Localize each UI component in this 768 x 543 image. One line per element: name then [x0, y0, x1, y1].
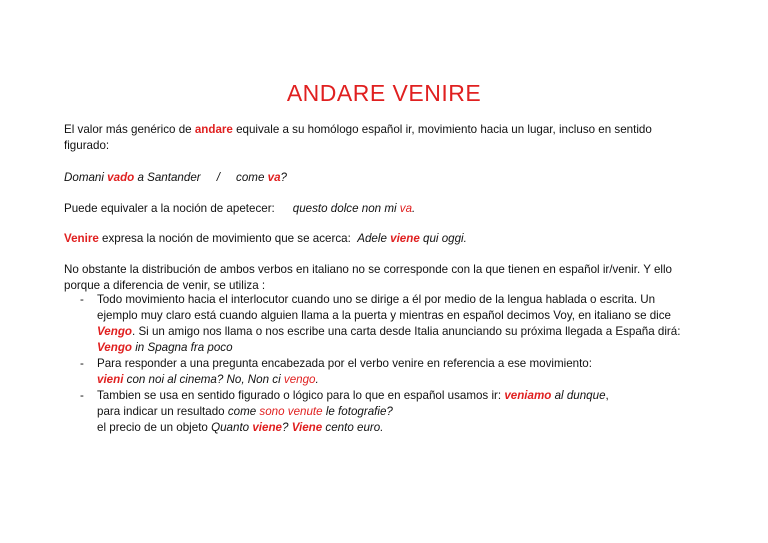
example-text: Quanto [211, 421, 253, 434]
highlight-va: va [399, 202, 413, 215]
text: figurado: [64, 139, 110, 152]
text: ? [282, 421, 292, 434]
list-item [64, 292, 704, 356]
highlight-vieni: vieni [97, 373, 124, 386]
highlight-viene: viene [390, 232, 420, 245]
example-text: le fotografie? [322, 405, 393, 418]
paragraph-distribucion [64, 262, 704, 294]
text: a Santander / come [134, 171, 268, 184]
text: Para responder a una pregunta encabezada por el verbo venire en referencia a ese movimiento: [97, 357, 592, 370]
bullet-dash: - [80, 293, 84, 306]
text: Tambien se usa en sentido figurado o lógico para lo que en español usamos ir: [97, 389, 505, 402]
highlight-va: va [267, 171, 281, 184]
example-text: cento euro. [322, 421, 384, 434]
text: . [315, 373, 319, 386]
highlight-vengo: vengo [283, 373, 316, 386]
text: porque a diferencia de venir, se utiliza : [64, 279, 266, 292]
example-text: in Spagna fra poco [132, 341, 233, 354]
highlight-vado: vado [107, 171, 135, 184]
text: . Si un amigo nos llama o nos escribe una carta desde Italia anunciando su próxima llegada a España dirá: [132, 325, 681, 338]
page-title: ANDARE VENIRE [286, 80, 482, 106]
highlight-vengo: Vengo [97, 341, 132, 354]
text: ? [280, 171, 287, 184]
text: . [412, 202, 416, 215]
highlight-andare: andare [194, 123, 233, 136]
paragraph-venire [64, 231, 704, 247]
highlight-vengo: Vengo [97, 325, 132, 338]
usage-list [64, 292, 704, 436]
highlight-veniamo: veniamo [504, 389, 552, 402]
example-text: Adele [357, 232, 391, 245]
example-text: questo dolce non mi [292, 202, 400, 215]
text: el precio de un objeto [97, 421, 212, 434]
bullet-dash: - [80, 357, 84, 370]
highlight-sono-venute: sono venute [259, 405, 323, 418]
example-text: come [227, 405, 260, 418]
text: para indicar un resultado [97, 405, 228, 418]
highlight-venire: Venire [64, 232, 99, 245]
text: Todo movimiento hacia el interlocutor cuando uno se dirige a él por medio de la lengua hablada o escrita. Un [97, 293, 656, 306]
highlight-viene: Viene [291, 421, 323, 434]
bullet-dash: - [80, 389, 84, 402]
list-item [64, 356, 704, 388]
list-item [64, 388, 704, 436]
text: El valor más genérico de [64, 123, 195, 136]
text: equivale a su homólogo español ir, movimiento hacia un lugar, incluso en sentido [232, 123, 652, 136]
example-text: con noi al cinema? No, Non ci [123, 373, 284, 386]
text: Puede equivaler a la noción de apetecer: [64, 202, 275, 215]
highlight-viene: viene [252, 421, 283, 434]
text: , [605, 389, 609, 402]
example-text: al dunque [551, 389, 606, 402]
paragraph-apetecer [64, 201, 704, 217]
text: Domani [64, 171, 108, 184]
text: qui oggi. [419, 232, 467, 245]
text: ejemplo muy claro está cuando alguien llama a la puerta y mientras en español decimos Voy, en italiano se dice [97, 309, 672, 322]
text: No obstante la distribución de ambos verbos en italiano no se corresponde con la que tienen en español ir/venir. Y ello [64, 263, 672, 276]
text: expresa la noción de movimiento que se acerca: [98, 232, 358, 245]
example-domani [64, 170, 704, 186]
paragraph-andare [64, 122, 704, 154]
